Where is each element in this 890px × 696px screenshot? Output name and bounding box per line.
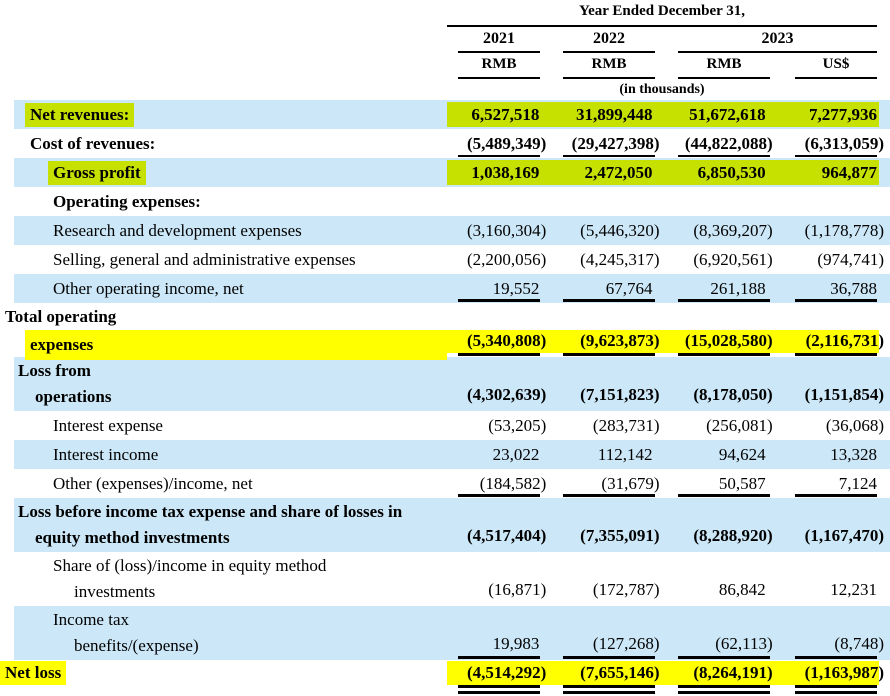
table-row <box>0 158 890 187</box>
row-label-text: Cost of revenues: <box>30 133 156 153</box>
row-label-text: operations <box>35 387 112 406</box>
value-number: 31,899,448 <box>576 104 653 124</box>
header-top-rule <box>447 25 877 27</box>
table-row <box>0 245 890 274</box>
value-number: 19,983 <box>492 634 540 653</box>
row-label-text: equity method investments <box>35 528 230 547</box>
value-cell <box>660 100 773 129</box>
value-cell <box>546 129 659 158</box>
value-cell <box>546 552 659 606</box>
row-label-text: Gross profit <box>48 161 146 185</box>
row-label-text: Other (expenses)/income, net <box>53 473 253 493</box>
table-row <box>0 498 890 552</box>
row-label <box>0 660 447 694</box>
row-label-line <box>0 661 66 685</box>
value-number: (4,302,639) <box>467 385 547 404</box>
value-underline <box>678 353 770 356</box>
value-cell <box>447 552 546 606</box>
value-number: 6,850,530 <box>697 162 766 182</box>
value-cell <box>447 100 546 129</box>
row-label-text: Other operating income, net <box>53 278 244 298</box>
row-label-text: Total operating <box>5 307 117 326</box>
value-underline <box>795 299 877 302</box>
value-number: (29,427,398) <box>571 133 660 153</box>
table-body <box>0 100 890 694</box>
value-number: (8,369,207) <box>693 220 773 240</box>
value-cell <box>546 606 659 660</box>
row-values <box>447 216 890 245</box>
value-underline <box>678 155 770 157</box>
value-number: (7,655,146) <box>580 663 660 682</box>
value-cell <box>546 187 659 216</box>
value-underline <box>563 299 655 302</box>
row-values <box>447 357 890 411</box>
table-row <box>0 216 890 245</box>
value-cell <box>773 245 890 274</box>
value-underline <box>795 685 877 694</box>
value-number: 50,587 <box>718 473 766 493</box>
value-number: (3,160,304) <box>467 220 547 240</box>
value-number: (9,623,873) <box>580 331 660 350</box>
row-values <box>447 303 890 357</box>
table-row <box>0 187 890 216</box>
row-label-line <box>0 499 447 525</box>
value-number: 51,672,618 <box>689 104 766 124</box>
value-underline <box>795 353 877 356</box>
row-label <box>0 245 447 274</box>
row-label-text: investments <box>74 582 156 601</box>
value-number: (127,268) <box>592 634 660 653</box>
row-label-line <box>0 221 302 241</box>
value-cell <box>546 411 659 440</box>
row-label-line <box>0 103 134 127</box>
value-cell <box>773 440 890 469</box>
value-number: (8,288,920) <box>693 526 773 545</box>
value-number: (7,151,823) <box>580 385 660 404</box>
value-number: (5,489,349) <box>467 133 547 153</box>
currency-header-rmb-2022: RMB <box>591 56 627 72</box>
value-cell <box>773 129 890 158</box>
row-label <box>0 411 447 440</box>
row-label <box>0 187 447 216</box>
row-label <box>0 303 447 357</box>
value-number: (31,679) <box>601 473 660 493</box>
row-label-line <box>0 579 447 605</box>
year-underline <box>563 51 655 53</box>
value-number: (256,081) <box>706 415 773 435</box>
value-cell <box>773 411 890 440</box>
value-cell <box>447 158 546 187</box>
value-cell <box>546 440 659 469</box>
value-number: (1,163,987) <box>804 663 884 682</box>
value-cell <box>546 357 659 411</box>
value-cell <box>660 245 773 274</box>
value-number: (2,200,056) <box>467 249 547 269</box>
value-number: (8,178,050) <box>693 385 773 404</box>
value-number: (16,871) <box>488 580 547 599</box>
row-label-text: Loss before income tax expense and share of losses in <box>18 502 403 521</box>
units-note: (in thousands) <box>619 82 705 97</box>
value-cell <box>773 303 890 357</box>
value-underline <box>458 685 540 694</box>
value-number: (15,028,580) <box>684 331 773 350</box>
row-values <box>447 129 890 158</box>
value-number: (8,264,191) <box>693 663 773 682</box>
row-label-text: Interest expense <box>53 415 163 435</box>
value-number: (4,245,317) <box>580 249 660 269</box>
value-number: 12,231 <box>830 580 877 599</box>
currency-header-rmb-2021: RMB <box>481 56 517 72</box>
value-cell <box>773 498 890 552</box>
value-number: 23,022 <box>492 444 540 464</box>
value-underline <box>795 656 877 659</box>
value-cell <box>773 606 890 660</box>
row-label-line <box>0 279 244 299</box>
row-values <box>447 498 890 552</box>
currency-underline <box>458 77 540 79</box>
value-underline <box>458 155 540 157</box>
value-underline <box>458 494 540 497</box>
value-cell <box>447 303 546 357</box>
row-values <box>447 411 890 440</box>
row-label <box>0 216 447 245</box>
value-cell <box>660 187 773 216</box>
row-label <box>0 357 447 411</box>
currency-underline <box>678 77 770 79</box>
value-cell <box>773 216 890 245</box>
value-underline <box>795 155 877 157</box>
value-underline <box>563 656 655 659</box>
value-number: (974,741) <box>817 249 884 269</box>
value-number: 112,142 <box>597 444 653 464</box>
value-number: (1,167,470) <box>804 526 884 545</box>
value-cell <box>546 498 659 552</box>
value-cell <box>660 440 773 469</box>
table-row <box>0 469 890 498</box>
row-label-line <box>0 525 447 551</box>
value-number: (283,731) <box>592 415 660 435</box>
row-label-line <box>0 633 447 659</box>
table-row <box>0 552 890 606</box>
year-underline <box>458 51 540 53</box>
value-number: 19,552 <box>492 278 540 298</box>
row-label-line <box>0 553 447 579</box>
row-label <box>0 469 447 498</box>
row-label-text: benefits/(expense) <box>74 636 199 655</box>
value-number: (2,116,731) <box>805 331 884 350</box>
row-values <box>447 100 890 129</box>
row-label-line <box>0 445 158 465</box>
row-label-line <box>0 607 447 633</box>
value-cell <box>447 440 546 469</box>
row-label-text: Net loss <box>0 661 66 685</box>
value-cell <box>773 158 890 187</box>
value-number: (44,822,088) <box>684 133 773 153</box>
row-label <box>0 274 447 303</box>
row-label-line <box>0 192 201 212</box>
value-number: 67,764 <box>605 278 653 298</box>
value-cell <box>546 158 659 187</box>
currency-underline <box>563 77 655 79</box>
value-cell <box>773 100 890 129</box>
row-label-text: Income tax <box>53 610 129 629</box>
value-underline <box>458 656 540 659</box>
row-label <box>0 498 447 552</box>
row-label-text: Loss from <box>18 361 91 380</box>
value-number: (4,514,292) <box>467 663 547 682</box>
column-year-2022: 2022 <box>593 30 625 47</box>
value-cell <box>660 158 773 187</box>
value-cell <box>660 216 773 245</box>
value-number: (53,205) <box>488 415 547 435</box>
currency-header-rmb-2023: RMB <box>706 56 742 72</box>
row-label-text: Operating expenses: <box>53 191 201 211</box>
value-underline <box>563 494 655 497</box>
value-number: (36,068) <box>825 415 884 435</box>
row-label-text: Share of (loss)/income in equity method <box>53 556 327 575</box>
value-number: (7,355,091) <box>580 526 660 545</box>
value-number: 36,788 <box>830 278 877 298</box>
row-label <box>0 100 447 129</box>
value-number: (4,517,404) <box>467 526 547 545</box>
table-row <box>0 303 890 357</box>
value-underline <box>678 299 770 302</box>
value-cell <box>660 498 773 552</box>
value-number: (5,340,808) <box>467 331 547 350</box>
value-number: 1,038,169 <box>471 162 540 182</box>
row-label-line <box>0 161 146 185</box>
value-cell <box>447 357 546 411</box>
row-label-line <box>0 330 447 360</box>
value-number: (1,178,778) <box>804 220 884 240</box>
column-year-2021: 2021 <box>483 30 515 47</box>
value-cell <box>447 411 546 440</box>
value-number: 86,842 <box>718 580 766 599</box>
value-underline <box>563 685 655 694</box>
row-label-text: Interest income <box>53 444 159 464</box>
value-cell <box>660 552 773 606</box>
value-number: 94,624 <box>718 444 766 464</box>
value-cell <box>447 498 546 552</box>
row-values <box>447 245 890 274</box>
row-values <box>447 158 890 187</box>
value-number: (5,446,320) <box>580 220 660 240</box>
row-label-line <box>0 384 447 410</box>
value-underline <box>458 353 540 356</box>
row-values <box>447 187 890 216</box>
table-row <box>0 274 890 303</box>
value-number: 964,877 <box>821 162 877 182</box>
value-underline <box>563 155 655 157</box>
row-values <box>447 440 890 469</box>
value-cell <box>773 552 890 606</box>
value-underline <box>678 656 770 659</box>
value-cell <box>660 129 773 158</box>
value-underline <box>678 494 770 497</box>
table-row <box>0 660 890 694</box>
value-number: (172,787) <box>592 580 660 599</box>
table-row <box>0 606 890 660</box>
value-cell <box>447 606 546 660</box>
value-cell <box>546 245 659 274</box>
value-number: (6,313,059) <box>804 133 884 153</box>
table-row <box>0 357 890 411</box>
row-label-line <box>0 358 447 384</box>
value-cell <box>660 357 773 411</box>
value-number: (1,151,854) <box>804 385 884 404</box>
table-header <box>0 0 890 100</box>
row-label-text: Selling, general and administrative expenses <box>53 249 356 269</box>
value-cell <box>447 187 546 216</box>
value-number: (6,920,561) <box>693 249 773 269</box>
value-number: 261,188 <box>710 278 766 298</box>
currency-header-usd-2023: US$ <box>822 56 850 72</box>
value-number: 6,527,518 <box>471 104 540 124</box>
value-cell <box>660 606 773 660</box>
value-number: 2,472,050 <box>584 162 653 182</box>
value-underline <box>678 685 770 694</box>
currency-underline <box>795 77 877 79</box>
value-underline <box>458 299 540 302</box>
header-title: Year Ended December 31, <box>578 3 746 19</box>
table-row <box>0 411 890 440</box>
value-cell <box>447 129 546 158</box>
value-cell <box>660 411 773 440</box>
row-label <box>0 129 447 158</box>
value-cell <box>546 216 659 245</box>
value-underline <box>563 353 655 356</box>
row-values <box>447 552 890 606</box>
row-label <box>0 440 447 469</box>
row-label-line <box>0 250 356 270</box>
value-underline <box>795 494 877 497</box>
value-number: (62,113) <box>715 634 773 653</box>
value-cell <box>447 245 546 274</box>
row-label-text: expenses <box>25 330 447 360</box>
value-cell <box>546 303 659 357</box>
row-label-line <box>0 134 155 154</box>
row-values <box>447 606 890 660</box>
table-row <box>0 440 890 469</box>
row-label-line <box>0 416 163 436</box>
value-number: 7,277,936 <box>809 104 877 124</box>
row-label <box>0 158 447 187</box>
row-label <box>0 606 447 660</box>
value-number: (8,748) <box>834 634 884 653</box>
value-number: (184,582) <box>479 473 547 493</box>
column-year-2023: 2023 <box>761 30 794 47</box>
value-cell <box>546 100 659 129</box>
value-cell <box>660 303 773 357</box>
value-cell <box>773 187 890 216</box>
value-cell <box>773 357 890 411</box>
value-number: 13,328 <box>830 444 877 464</box>
table-row <box>0 100 890 129</box>
row-label <box>0 552 447 606</box>
row-label-text: Net revenues: <box>25 103 134 127</box>
year-underline <box>678 51 877 53</box>
row-label-line <box>0 304 447 330</box>
table-row <box>0 129 890 158</box>
row-label-text: Research and development expenses <box>53 220 302 240</box>
value-number: 7,124 <box>838 473 877 493</box>
value-cell <box>447 216 546 245</box>
row-label-line <box>0 474 253 494</box>
